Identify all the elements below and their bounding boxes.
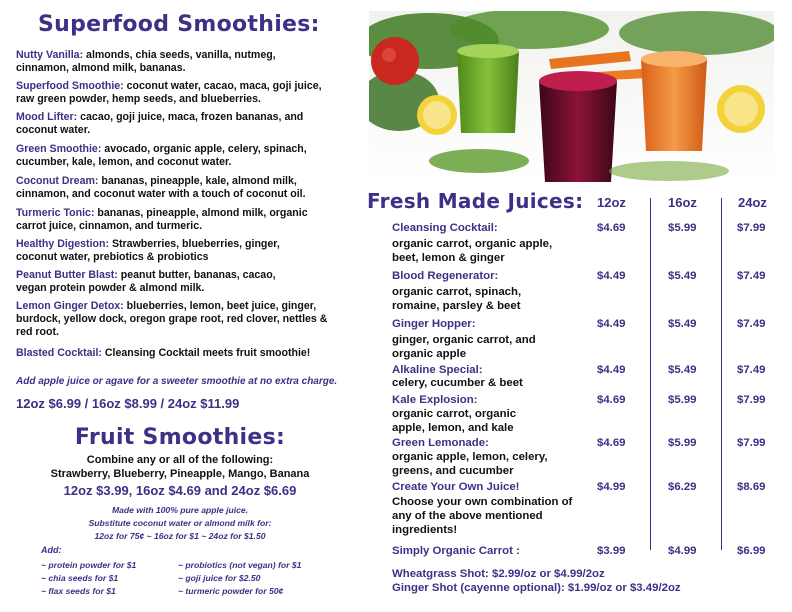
list-item: Blasted Cocktail: Cleansing Cocktail meets fruit smoothie! bbox=[16, 347, 311, 359]
juice-name: Kale Explosion: bbox=[392, 394, 478, 406]
superfood-title: Superfood Smoothies: bbox=[38, 12, 320, 37]
price-16oz: $5.49 bbox=[668, 270, 697, 282]
juice-name: Green Lemonade: bbox=[392, 437, 489, 449]
substitute-note: Substitute coconut water or almond milk for: bbox=[88, 518, 272, 528]
addon-item: ~ probiotics (not vegan) for $1 bbox=[178, 560, 302, 570]
price-24oz: $7.49 bbox=[737, 270, 766, 282]
sweetener-note: Add apple juice or agave for a sweeter smoothie at no extra charge. bbox=[16, 376, 338, 387]
juice-name: Simply Organic Carrot : bbox=[392, 545, 520, 557]
list-item: Turmeric Tonic: bananas, pineapple, almond milk, organic carrot juice, cinnamon, and turmeric. bbox=[16, 207, 308, 232]
price-16oz: $5.99 bbox=[668, 222, 697, 234]
juice-name: Blood Regenerator: bbox=[392, 270, 499, 282]
apple-juice-note: Made with 100% pure apple juice. bbox=[111, 505, 249, 515]
price-16oz: $5.99 bbox=[668, 437, 697, 449]
juice-desc: organic carrot, spinach, romaine, parsley & beet bbox=[392, 286, 522, 312]
price-12oz: $4.99 bbox=[597, 481, 626, 493]
price-24oz: $8.69 bbox=[737, 481, 766, 493]
price-12oz: $4.69 bbox=[597, 437, 626, 449]
wheatgrass-shot: Wheatgrass Shot: $2.99/oz or $4.99/2oz bbox=[392, 568, 605, 580]
list-item: Coconut Dream: bananas, pineapple, kale, almond milk, cinnamon, and coconut water with a touch of coconut oil. bbox=[16, 175, 306, 200]
juice-name: Create Your Own Juice! bbox=[392, 481, 520, 493]
juice-glasses-illustration bbox=[369, 11, 774, 182]
juice-name: Alkaline Special: bbox=[392, 364, 483, 376]
price-12oz: $4.69 bbox=[597, 394, 626, 406]
juice-desc: organic carrot, organic apple, beet, lemon & ginger bbox=[392, 238, 553, 264]
juice-desc: ginger, organic carrot, and organic apple bbox=[392, 334, 536, 360]
juice-name: Cleansing Cocktail: bbox=[392, 222, 498, 234]
price-12oz: $4.69 bbox=[597, 222, 626, 234]
superfood-list bbox=[16, 49, 352, 360]
smoothie-column bbox=[0, 0, 360, 612]
price-16oz: $5.49 bbox=[668, 364, 697, 376]
juices-title: Fresh Made Juices: bbox=[367, 189, 584, 213]
addon-item: ~ chia seeds for $1 bbox=[41, 573, 119, 583]
price-16oz: $5.99 bbox=[668, 394, 697, 406]
list-item: Mood Lifter: cacao, goji juice, maca, frozen bananas, and coconut water. bbox=[16, 111, 304, 136]
juice-desc: organic carrot, organic apple, lemon, and kale bbox=[392, 408, 517, 434]
list-item: Superfood Smoothie: coconut water, cacao, maca, goji juice, raw green powder, hemp seeds, and blueberries. bbox=[16, 80, 322, 105]
column-divider bbox=[650, 198, 651, 550]
fruit-title: Fruit Smoothies: bbox=[74, 425, 286, 450]
size-header-12oz: 12oz bbox=[597, 195, 626, 210]
juice-name: Ginger Hopper: bbox=[392, 318, 476, 330]
juice-glasses-photo bbox=[369, 11, 774, 182]
size-header-24oz: 24oz bbox=[738, 195, 767, 210]
price-12oz: $4.49 bbox=[597, 318, 626, 330]
price-24oz: $6.99 bbox=[737, 545, 766, 557]
price-16oz: $5.49 bbox=[668, 318, 697, 330]
column-divider bbox=[721, 198, 722, 550]
add-label: Add: bbox=[41, 545, 62, 555]
price-24oz: $7.49 bbox=[737, 364, 766, 376]
price-12oz: $3.99 bbox=[597, 545, 626, 557]
juice-desc: organic apple, lemon, celery, greens, and cucumber bbox=[392, 451, 548, 477]
superfood-prices: 12oz $6.99 / 16oz $8.99 / 24oz $11.99 bbox=[16, 396, 240, 411]
list-item: Green Smoothie: avocado, organic apple, celery, spinach, cucumber, kale, lemon, and coconut water. bbox=[16, 143, 307, 168]
price-24oz: $7.49 bbox=[737, 318, 766, 330]
price-24oz: $7.99 bbox=[737, 394, 766, 406]
list-item: Nutty Vanilla: almonds, chia seeds, vanilla, nutmeg, cinnamon, almond milk, bananas. bbox=[16, 49, 276, 74]
list-item: Healthy Digestion: Strawberries, blueberries, ginger, coconut water, prebiotics & probiotics bbox=[16, 238, 280, 263]
juice-desc: Choose your own combination of any of the above mentioned ingredients! bbox=[392, 496, 573, 536]
price-24oz: $7.99 bbox=[737, 222, 766, 234]
price-12oz: $4.49 bbox=[597, 364, 626, 376]
fruit-combine-text: Combine any or all of the following: bbox=[86, 454, 274, 466]
size-header-16oz: 16oz bbox=[668, 195, 697, 210]
ginger-shot: Ginger Shot (cayenne optional): $1.99/oz or $3.49/2oz bbox=[392, 582, 681, 594]
fruit-prices: 12oz $3.99, 16oz $4.69 and 24oz $6.69 bbox=[63, 483, 297, 498]
price-16oz: $4.99 bbox=[668, 545, 697, 557]
list-item: Lemon Ginger Detox: blueberries, lemon, beet juice, ginger, burdock, yellow dock, oregon grape root, red clover, nettles & red root. bbox=[16, 300, 328, 338]
addon-item: ~ protein powder for $1 bbox=[41, 560, 137, 570]
juice-desc: celery, cucumber & beet bbox=[392, 377, 523, 389]
list-item: Peanut Butter Blast: peanut butter, bananas, cacao, vegan protein powder & almond milk. bbox=[16, 269, 276, 294]
addon-item: ~ flax seeds for $1 bbox=[41, 586, 116, 596]
substitute-prices: 12oz for 75¢ ~ 16oz for $1 ~ 24oz for $1.50 bbox=[94, 531, 266, 541]
price-12oz: $4.49 bbox=[597, 270, 626, 282]
fruit-list: Strawberry, Blueberry, Pineapple, Mango, Banana bbox=[50, 468, 310, 480]
addon-item: ~ goji juice for $2.50 bbox=[178, 573, 261, 583]
price-24oz: $7.99 bbox=[737, 437, 766, 449]
price-16oz: $6.29 bbox=[668, 481, 697, 493]
addon-item: ~ turmeric powder for 50¢ bbox=[178, 586, 284, 596]
